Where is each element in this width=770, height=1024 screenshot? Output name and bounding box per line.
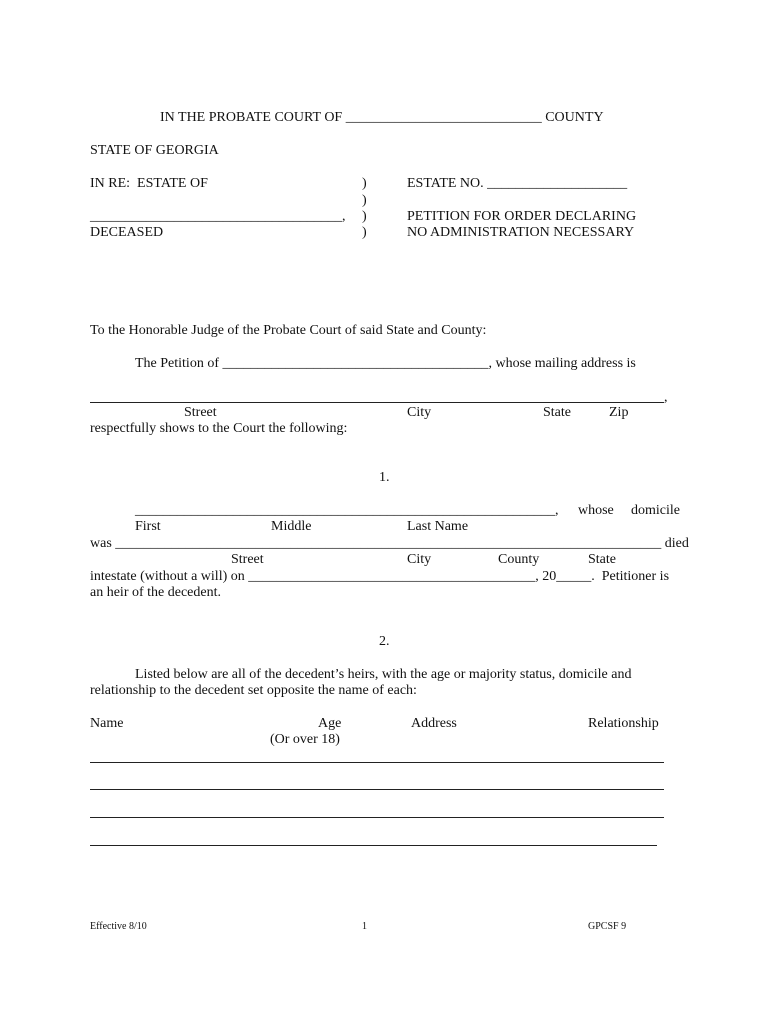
caption-paren: ) [362, 225, 367, 240]
respectfully-shows: respectfully shows to the Court the following: [90, 421, 348, 436]
petitioner-name-field[interactable]: The Petition of ______________________________________, whose mailing address is [135, 356, 636, 371]
heir-entry-line[interactable] [90, 817, 664, 818]
heirs-paragraph-line-1: Listed below are all of the decedent’s heirs, with the age or majority status, domicile and [135, 667, 632, 682]
caption-paren: ) [362, 209, 367, 224]
deceased-label: DECEASED [90, 225, 164, 240]
column-header-age: Age [318, 716, 342, 731]
heir-statement: an heir of the decedent. [90, 585, 221, 600]
heir-entry-line[interactable] [90, 789, 664, 790]
form-number: GPCSF 9 [588, 921, 627, 932]
effective-date: Effective 8/10 [90, 921, 147, 932]
domicile-text: domicile [631, 503, 680, 518]
street-caption: Street [184, 405, 217, 420]
whose-text: whose [578, 503, 614, 518]
heir-entry-line[interactable] [90, 845, 657, 846]
county-caption: County [498, 552, 540, 567]
city-caption: City [407, 405, 432, 420]
first-caption: First [135, 519, 161, 534]
in-re-label: IN RE: ESTATE OF [90, 176, 208, 191]
column-header-address: Address [411, 716, 457, 731]
column-header-name: Name [90, 716, 124, 731]
petition-title-line-1: PETITION FOR ORDER DECLARING [407, 209, 637, 224]
page-number: 1 [362, 921, 367, 932]
last-name-caption: Last Name [407, 519, 469, 534]
salutation: To the Honorable Judge of the Probate Court of said State and County: [90, 323, 487, 338]
court-title: IN THE PROBATE COURT OF ____________________________ COUNTY [160, 110, 604, 125]
state-heading: STATE OF GEORGIA [90, 143, 219, 158]
heirs-paragraph-line-2: relationship to the decedent set opposite the name of each: [90, 683, 417, 698]
column-header-relationship: Relationship [588, 716, 659, 731]
mailing-address-field[interactable] [90, 402, 664, 403]
estate-no-field[interactable]: ESTATE NO. ____________________ [407, 176, 628, 191]
decedent-name-field[interactable]: ____________________________________, [90, 209, 346, 224]
column-header-age-note: (Or over 18) [270, 732, 340, 747]
heir-entry-line[interactable] [90, 762, 664, 763]
section-number-2: 2. [379, 634, 390, 649]
middle-caption: Middle [271, 519, 312, 534]
street-caption: Street [231, 552, 264, 567]
date-of-death-field[interactable]: intestate (without a will) on _________________________________________, 20_____. Petitioner is [90, 569, 670, 584]
section-number-1: 1. [379, 470, 390, 485]
caption-paren: ) [362, 176, 367, 191]
zip-caption: Zip [609, 405, 629, 420]
petition-title-line-2: NO ADMINISTRATION NECESSARY [407, 225, 635, 240]
caption-paren: ) [362, 193, 367, 208]
domicile-address-field[interactable]: was ______________________________________________________________________________ died [90, 536, 689, 551]
decedent-full-name-field[interactable]: ____________________________________________________________, [135, 503, 559, 518]
city-caption: City [407, 552, 432, 567]
state-caption: State [543, 405, 571, 420]
state-caption: State [588, 552, 616, 567]
